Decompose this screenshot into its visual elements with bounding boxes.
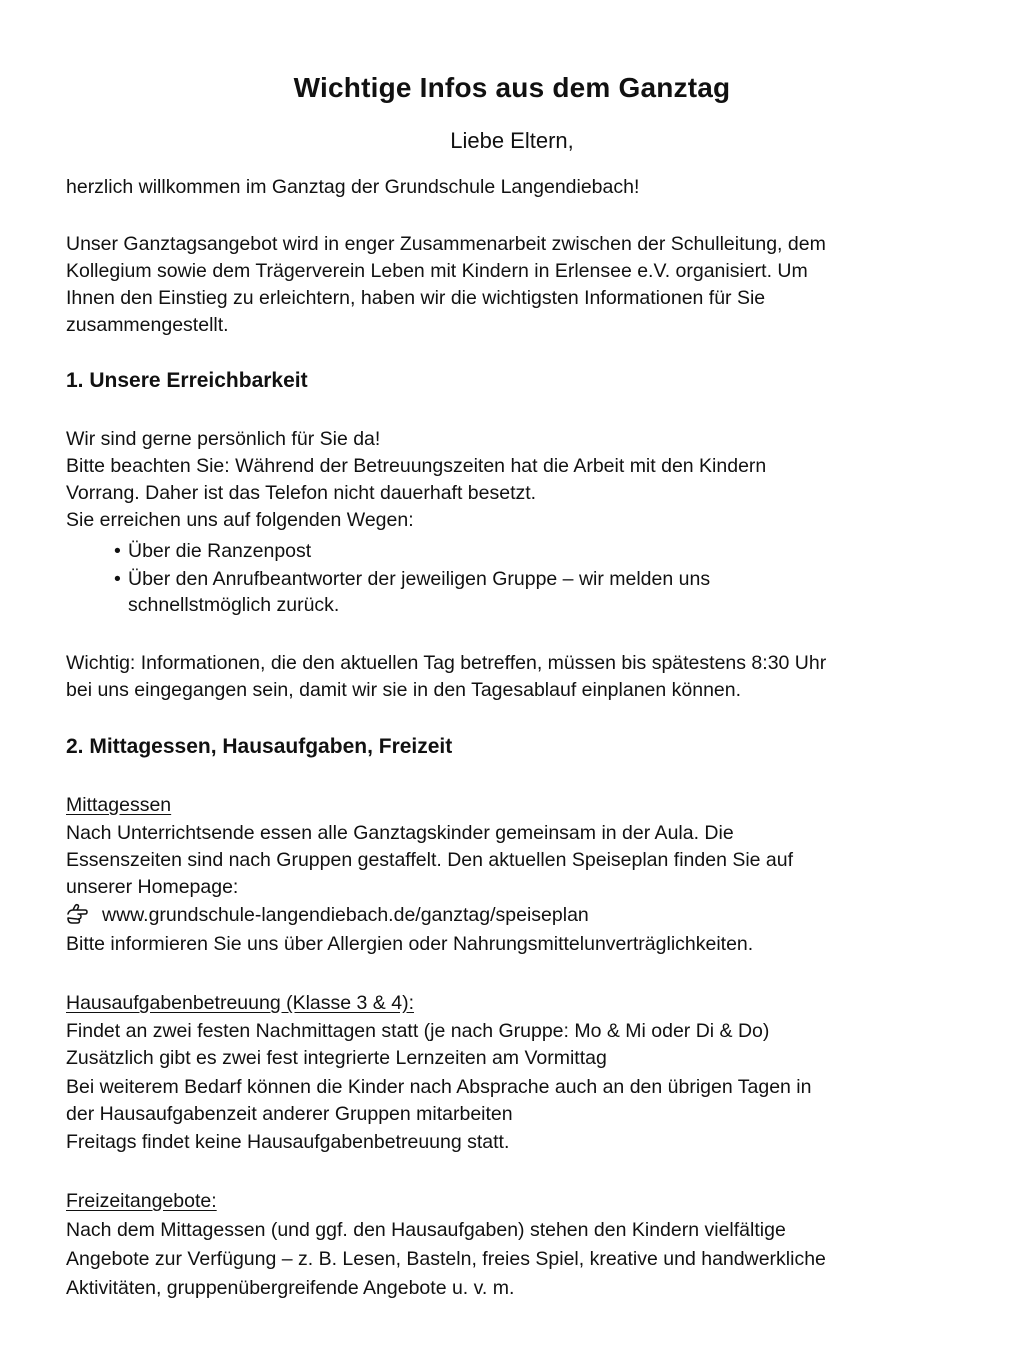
homework-line: Bei weiterem Bedarf können die Kinder nach Absprache auch an den übrigen Tagen in [66,1076,812,1098]
important-note-line: Wichtig: Informationen, die den aktuellen Tag betreffen, müssen bis spätestens 8:30 Uhr [66,652,827,674]
leisure-line: Angebote zur Verfügung – z. B. Lesen, Basteln, freies Spiel, kreative und handwerkliche [66,1248,826,1270]
subheading-lunch: Mittagessen [66,794,172,816]
list-item-text: Über die Ranzenpost [128,540,312,562]
menu-link[interactable]: www.grundschule-langendiebach.de/ganztag/speiseplan [102,904,589,926]
list-item [114,566,710,593]
section-heading-reachability: 1. Unsere Erreichbarkeit [66,369,308,392]
section-heading-lunch-homework: 2. Mittagessen, Hausaufgaben, Freizeit [66,735,453,758]
page-title: Wichtige Infos aus dem Ganztag [293,72,731,103]
leisure-line: Nach dem Mittagessen (und ggf. den Hausaufgaben) stehen den Kindern vielfältige [66,1219,786,1241]
welcome-text: herzlich willkommen im Ganztag der Grundschule Langendiebach! [66,176,640,198]
homework-line: Freitags findet keine Hausaufgabenbetreuung statt. [66,1131,510,1153]
greeting: Liebe Eltern, [450,128,574,153]
intro-line: zusammengestellt. [66,314,229,336]
bullet-icon: • [114,568,121,590]
intro-line: Unser Ganztagsangebot wird in enger Zusammenarbeit zwischen der Schulleitung, dem [66,233,826,255]
bullet-icon: • [114,540,121,562]
list-item-text: Über den Anrufbeantworter der jeweiligen Gruppe – wir melden uns [128,568,711,590]
list-item [114,538,311,565]
lunch-line: Essenszeiten sind nach Gruppen gestaffelt. Den aktuellen Speiseplan finden Sie auf [66,849,794,871]
subheading-leisure: Freizeitangebote: [66,1190,217,1212]
important-note-line: bei uns eingegangen sein, damit wir sie in den Tagesablauf einplanen können. [66,679,742,701]
homework-line: der Hausaufgabenzeit anderer Gruppen mitarbeiten [66,1103,513,1125]
subheading-homework: Hausaufgabenbetreuung (Klasse 3 & 4): [66,992,414,1014]
reachability-line: Wir sind gerne persönlich für Sie da! [66,428,381,450]
leisure-line: Aktivitäten, gruppenübergreifende Angebote u. v. m. [66,1277,515,1299]
lunch-line: Nach Unterrichtsende essen alle Ganztagskinder gemeinsam in der Aula. Die [66,822,734,844]
pointing-hand-icon [66,902,96,924]
allergy-note: Bitte informieren Sie uns über Allergien oder Nahrungsmittelunverträglichkeiten. [66,933,754,955]
menu-link-row [66,902,589,929]
list-item-continuation: schnellstmöglich zurück. [128,594,340,616]
reachability-line: Vorrang. Daher ist das Telefon nicht dauerhaft besetzt. [66,482,537,504]
lunch-line: unserer Homepage: [66,876,239,898]
reachability-line: Bitte beachten Sie: Während der Betreuungszeiten hat die Arbeit mit den Kindern [66,455,767,477]
homework-line: Findet an zwei festen Nachmittagen statt (je nach Gruppe: Mo & Mi oder Di & Do) [66,1020,770,1042]
reachability-line: Sie erreichen uns auf folgenden Wegen: [66,509,414,531]
intro-line: Kollegium sowie dem Trägerverein Leben mit Kindern in Erlensee e.V. organisiert. Um [66,260,808,282]
intro-line: Ihnen den Einstieg zu erleichtern, haben wir die wichtigsten Informationen für Sie [66,287,766,309]
homework-line: Zusätzlich gibt es zwei fest integrierte Lernzeiten am Vormittag [66,1047,607,1069]
